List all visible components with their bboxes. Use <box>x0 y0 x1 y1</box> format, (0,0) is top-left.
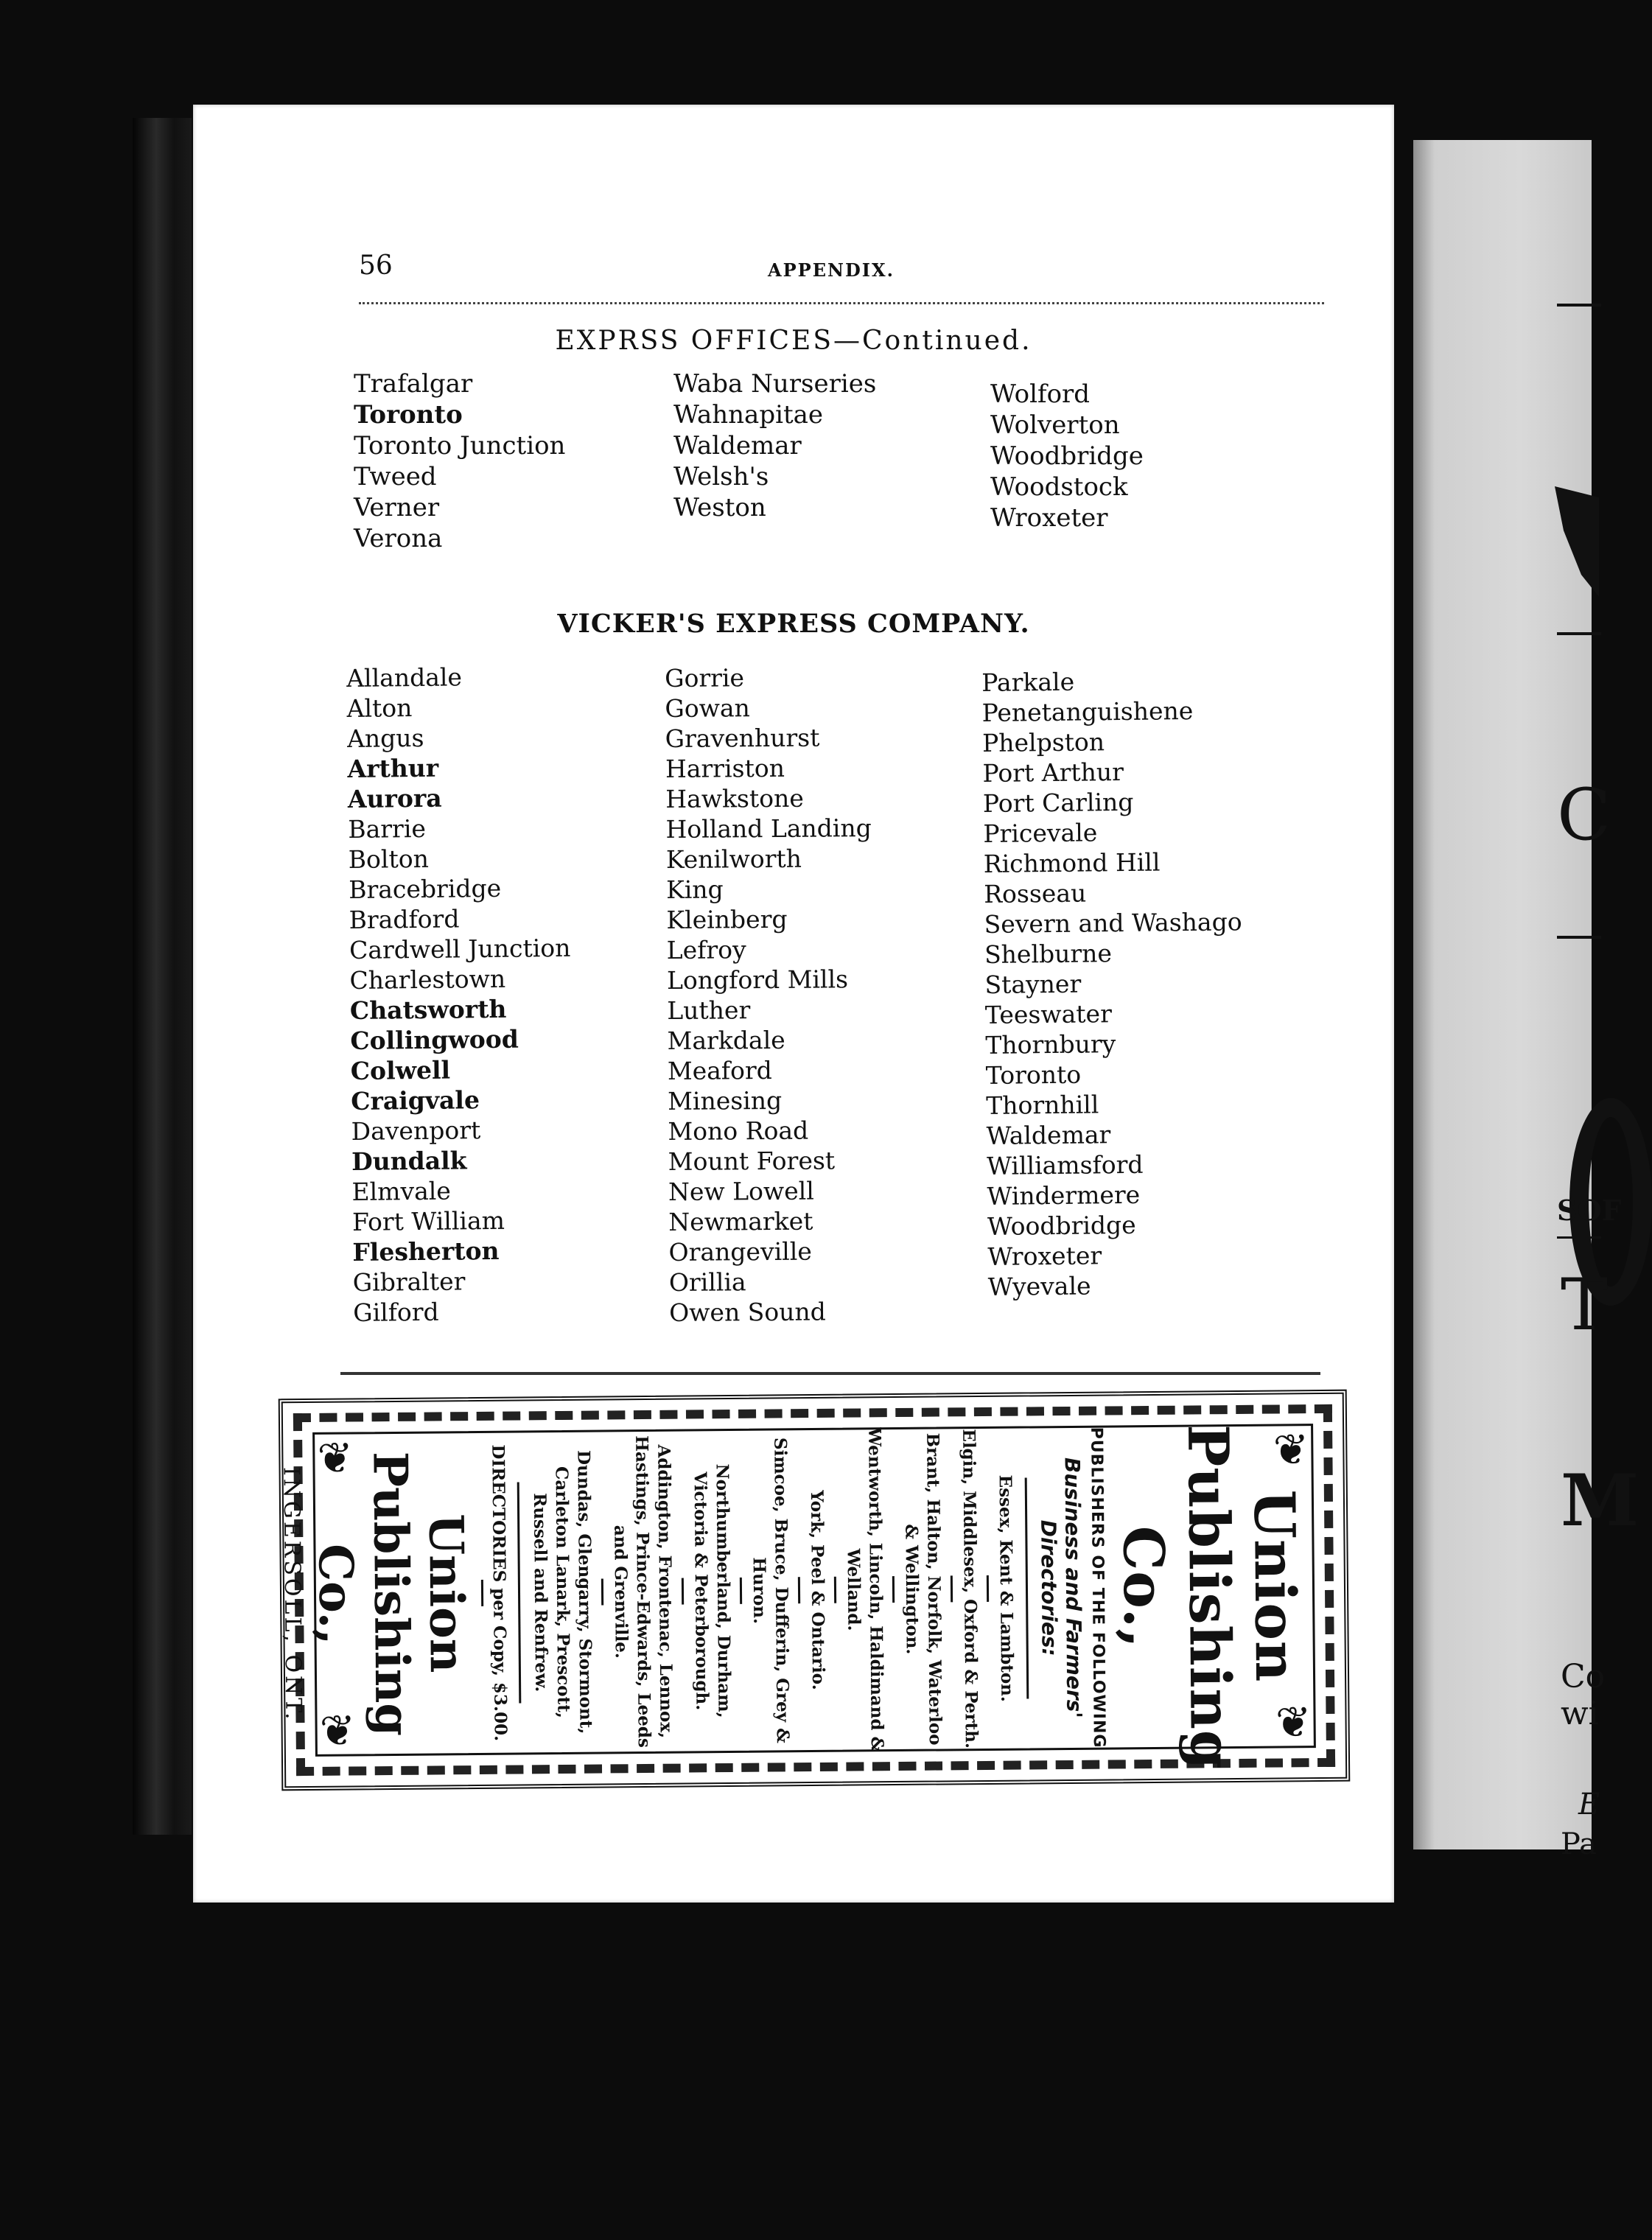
adjacent-fragment: SOF <box>1557 1194 1622 1227</box>
section-rule <box>340 1372 1320 1375</box>
list-item: Bradford <box>349 904 460 934</box>
list-item: Pricevale <box>983 818 1098 848</box>
list-item: Shelburne <box>984 939 1113 969</box>
adjacent-page <box>1413 140 1639 1861</box>
list-item: Richmond Hill <box>983 847 1161 878</box>
ad-divider <box>481 1580 483 1606</box>
list-item: Weston <box>673 493 766 522</box>
ad-rotated-content <box>278 1424 1324 1771</box>
list-item: Davenport <box>351 1116 481 1146</box>
list-item: Orillia <box>668 1267 746 1297</box>
list-item: Longford Mills <box>666 965 849 995</box>
list-item: Woodbridge <box>990 441 1144 471</box>
ad-divider <box>517 1482 522 1703</box>
ad-divider <box>1025 1477 1029 1698</box>
list-item: Minesing <box>668 1085 783 1116</box>
adjacent-rule <box>1557 304 1601 307</box>
ad-directories-line: Business and Farmers' Directories: <box>1036 1457 1087 1719</box>
flourish-ornament-icon: ❦ <box>1273 1424 1309 1475</box>
list-item: Alton <box>346 693 413 723</box>
running-head: APPENDIX. <box>768 259 895 281</box>
list-item: Severn and Washago <box>984 907 1242 939</box>
ad-county-group: York, Peel & Ontario. <box>806 1490 829 1690</box>
list-item: Luther <box>667 995 751 1025</box>
list-item: Toronto <box>985 1060 1082 1090</box>
list-item: Gowan <box>665 693 750 723</box>
list-item: Wroxeter <box>987 1241 1102 1271</box>
ad-county-group: Addington, Frontenac, Lennox, Hastings, Prince-Edwards, Leeds and Grenville. <box>610 1435 676 1748</box>
adjacent-rule <box>1557 1236 1601 1239</box>
list-item: Verner <box>354 493 440 522</box>
header-rule <box>359 302 1324 304</box>
list-item: Flesherton <box>352 1236 500 1267</box>
adjacent-fragment: T <box>1561 1264 1609 1346</box>
ad-county-group: Simcoe, Bruce, Dufferin, Grey & Huron. <box>749 1437 793 1743</box>
adjacent-fragment: M <box>1561 1459 1639 1542</box>
list-item: Toronto Junction <box>354 431 566 461</box>
list-item: New Lowell <box>668 1176 814 1206</box>
list-item: Woodbridge <box>987 1210 1136 1241</box>
adjacent-fragment: C <box>1557 774 1611 856</box>
list-item: Charlestown <box>349 964 506 995</box>
list-item: Mono Road <box>668 1116 809 1146</box>
vickers-column-1 <box>346 661 575 1328</box>
list-item: Wolverton <box>990 410 1120 440</box>
ad-publisher-name: Union Publishing Co., <box>307 1451 475 1737</box>
list-item: Verona <box>354 524 443 553</box>
list-item: Holland Landing <box>665 813 872 844</box>
list-item: Rosseau <box>984 878 1087 909</box>
list-item: Teeswater <box>984 999 1113 1029</box>
list-item: Hawkstone <box>665 783 804 813</box>
express-offices-title: EXPRSS OFFICES—Continued. <box>555 326 1032 356</box>
list-item: Craigvale <box>351 1085 480 1116</box>
adjacent-fragment: Co <box>1561 1658 1606 1695</box>
ad-county-group: Wentworth, Lincoln, Haldimand & Welland. <box>843 1427 887 1752</box>
list-item: Harriston <box>665 753 785 783</box>
express-offices-column-2 <box>673 368 876 523</box>
document-page <box>193 105 1394 1903</box>
flourish-ornament-icon: ❦ <box>319 1705 356 1756</box>
vickers-column-3 <box>981 665 1246 1302</box>
ad-divider <box>798 1577 800 1603</box>
adjacent-fragment: Pa <box>1561 1827 1597 1861</box>
list-item: Dundalk <box>351 1146 467 1176</box>
list-item: Windermere <box>987 1180 1141 1211</box>
ad-divider <box>892 1576 895 1603</box>
vickers-column-2 <box>665 662 875 1328</box>
book-binding <box>133 118 192 1835</box>
list-item: Wahnapitae <box>673 400 824 430</box>
list-item: Welsh's <box>673 462 769 491</box>
page-number: 56 <box>359 251 393 281</box>
list-item: Trafalgar <box>354 369 473 399</box>
list-item: Owen Sound <box>669 1297 826 1327</box>
ad-divider <box>987 1575 989 1602</box>
ad-divider <box>740 1578 742 1604</box>
list-item: Tweed <box>354 462 437 491</box>
list-item: Aurora <box>347 783 442 813</box>
adjacent-rule <box>1557 632 1601 635</box>
adjacent-fragment: E <box>1578 1788 1600 1821</box>
ad-publishers-line: PUBLISHERS OF THE FOLLOWING <box>1087 1427 1108 1749</box>
express-offices-column-3 <box>990 379 1144 533</box>
list-item: Orangeville <box>668 1236 812 1267</box>
list-item: Colwell <box>350 1055 451 1085</box>
list-item: Meaford <box>667 1055 772 1085</box>
list-item: Williamsford <box>986 1149 1144 1180</box>
list-item: Barrie <box>348 813 427 844</box>
ad-county-group: Elgin, Middlesex, Oxford & Perth. <box>959 1429 981 1749</box>
ad-county-group: Northumberland, Durham, Victoria & Peterborough. <box>690 1463 735 1718</box>
adjacent-fragment: wi <box>1561 1695 1599 1732</box>
list-item: Gibralter <box>352 1267 466 1297</box>
ad-divider <box>682 1578 684 1605</box>
list-item: Fort William <box>351 1205 505 1236</box>
list-item: Collingwood <box>350 1024 519 1055</box>
list-item: Waba Nurseries <box>673 369 877 399</box>
list-item: Wyevale <box>987 1271 1091 1301</box>
list-item: Stayner <box>984 969 1082 999</box>
list-item: Penetanguishene <box>981 696 1194 727</box>
ad-title: Union Publishing Co., <box>1110 1424 1309 1771</box>
ad-county-group: Brant, Halton, Norfolk, Waterloo & Wellington. <box>901 1432 945 1746</box>
list-item: Mount Forest <box>668 1146 836 1176</box>
list-item: Bracebridge <box>349 873 502 904</box>
list-item: Toronto <box>354 400 463 430</box>
express-offices-column-1 <box>354 368 565 554</box>
list-item: Gorrie <box>665 663 745 693</box>
list-item: Parkale <box>981 667 1075 697</box>
list-item: Thornhill <box>986 1090 1099 1120</box>
ad-city: INGERSOLL, ONT. <box>278 1466 307 1723</box>
list-item: Wroxeter <box>990 503 1108 533</box>
list-item: Kleinberg <box>666 904 788 934</box>
list-item: Arthur <box>347 753 439 783</box>
list-item: Chatsworth <box>349 994 507 1025</box>
union-publishing-advertisement <box>279 1390 1351 1791</box>
list-item: Cardwell Junction <box>349 933 571 965</box>
list-item: Wolford <box>990 379 1091 409</box>
list-item: Markdale <box>667 1025 785 1055</box>
list-item: Lefroy <box>666 935 746 965</box>
ad-divider <box>951 1575 953 1602</box>
list-item: Angus <box>346 723 424 753</box>
ad-divider <box>834 1577 836 1603</box>
page-header <box>193 251 1394 295</box>
adjacent-rule <box>1557 936 1601 939</box>
list-item: Allandale <box>346 662 463 693</box>
ad-price: DIRECTORIES per Copy, $3.00. <box>488 1444 511 1742</box>
list-item: Kenilworth <box>665 844 802 874</box>
vickers-express-title: VICKER'S EXPRESS COMPANY. <box>557 609 1030 639</box>
list-item: Phelpston <box>981 727 1105 757</box>
list-item: Bolton <box>348 844 430 874</box>
flourish-ornament-icon: ❦ <box>317 1432 354 1483</box>
list-item: Waldemar <box>986 1120 1111 1150</box>
list-item: Gilford <box>353 1297 439 1327</box>
ad-county-group: Dundas, Glengarry, Stormont, Carleton Lanark, Prescott, Russell and Renfrew. <box>529 1449 596 1735</box>
adjacent-bird-ornament <box>1555 486 1599 597</box>
list-item: Thornbury <box>985 1029 1116 1060</box>
list-item: Port Carling <box>982 787 1134 818</box>
list-item: Woodstock <box>990 472 1128 502</box>
ad-divider <box>601 1578 603 1605</box>
list-item: King <box>666 875 724 904</box>
list-item: Gravenhurst <box>665 723 820 753</box>
list-item: Elmvale <box>351 1176 452 1206</box>
list-item: Newmarket <box>668 1206 813 1236</box>
ad-county-group: Essex, Kent & Lambton. <box>995 1474 1018 1702</box>
list-item: Waldemar <box>673 431 802 461</box>
flourish-ornament-icon: ❦ <box>1275 1697 1312 1748</box>
list-item: Port Arthur <box>982 757 1124 788</box>
